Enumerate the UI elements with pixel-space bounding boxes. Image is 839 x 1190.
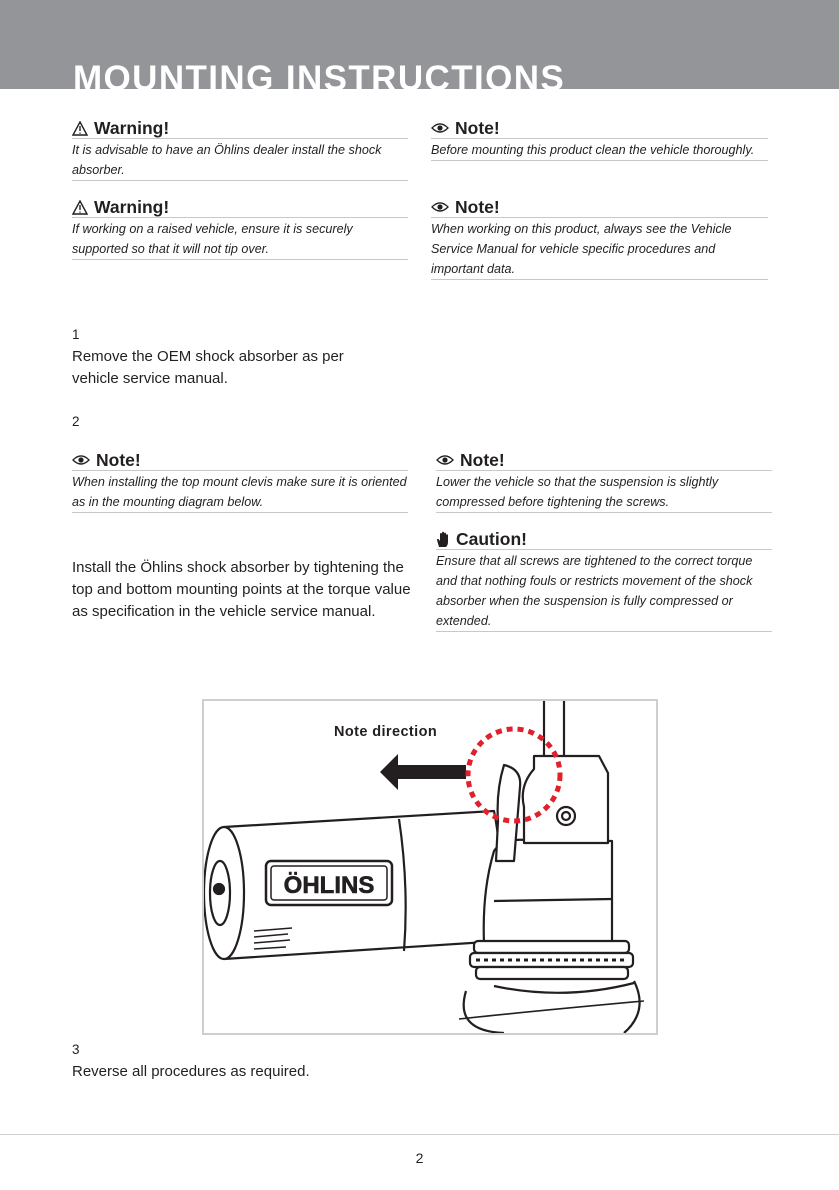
- note-title: Note!: [96, 450, 141, 470]
- warning-box: [72, 118, 408, 181]
- step-text: Reverse all procedures as required.: [72, 1063, 310, 1080]
- note-title: Note!: [455, 197, 500, 217]
- eye-icon: [436, 454, 454, 466]
- caution-title: Caution!: [456, 529, 527, 549]
- note-box: [431, 197, 768, 280]
- page-title: MOUNTING INSTRUCTIONS: [73, 59, 566, 89]
- warning-title: Warning!: [94, 197, 170, 217]
- note-box: [436, 450, 772, 513]
- footer-divider: [0, 1134, 839, 1135]
- step-number: 1: [72, 327, 80, 342]
- step-number: 2: [72, 414, 80, 429]
- note-box: [431, 118, 768, 161]
- caution-box: [436, 529, 772, 632]
- warning-title: Warning!: [94, 118, 170, 138]
- warning-text: It is advisable to have an Öhlins dealer install the shock absorber.: [72, 139, 408, 181]
- mounting-diagram: [202, 699, 658, 1035]
- warning-text: If working on a raised vehicle, ensure it is securely supported so that it will not tip over.: [72, 218, 408, 260]
- note-text: When working on this product, always see the Vehicle Service Manual for vehicle specific procedures and important data.: [431, 218, 768, 280]
- caution-text: Ensure that all screws are tightened to the correct torque and that nothing fouls or restricts movement of the shock absorber when the suspension is fully compressed or extended.: [436, 550, 772, 632]
- note-box: [72, 450, 408, 513]
- note-title: Note!: [460, 450, 505, 470]
- shock-absorber-illustration: [204, 701, 656, 1033]
- page-number: 2: [415, 1150, 424, 1166]
- hand-icon: [436, 531, 450, 548]
- step-number: 3: [72, 1042, 80, 1057]
- note-text: Lower the vehicle so that the suspension is slightly compressed before tightening the screws.: [436, 471, 772, 513]
- eye-icon: [72, 454, 90, 466]
- header-bar: [0, 0, 839, 89]
- warning-icon: [72, 121, 88, 136]
- eye-icon: [431, 122, 449, 134]
- brand-logo: ÖHLINS: [283, 872, 375, 899]
- note-text: Before mounting this product clean the vehicle thoroughly.: [431, 139, 768, 161]
- warning-icon: [72, 200, 88, 215]
- step-text: Install the Öhlins shock absorber by tightening the top and bottom mounting points at the torque value as specification in the vehicle service manual.: [72, 559, 411, 620]
- warning-box: [72, 197, 408, 260]
- figure-label: Note direction: [334, 724, 438, 740]
- step-text: Remove the OEM shock absorber as per vehicle service manual.: [72, 348, 344, 387]
- note-title: Note!: [455, 118, 500, 138]
- eye-icon: [431, 201, 449, 213]
- note-text: When installing the top mount clevis make sure it is oriented as in the mounting diagram below.: [72, 471, 408, 513]
